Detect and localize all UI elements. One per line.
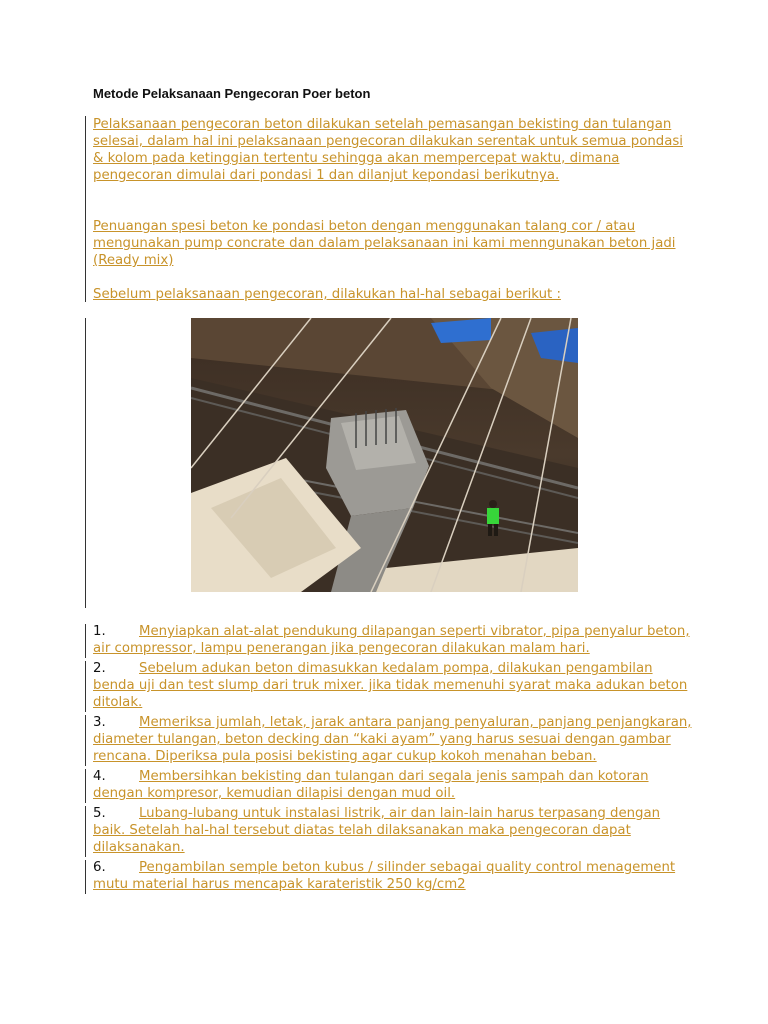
list-bar (85, 860, 86, 894)
list-item (93, 660, 693, 711)
list-bar (85, 806, 86, 857)
list-item (93, 805, 693, 856)
list-bar (85, 624, 86, 658)
step-number: 5. (93, 806, 106, 821)
step-text[interactable]: Lubang-lubang untuk instalasi listrik, air dan lain-lain harus terpasang dengan baik. Setelah hal-hal tersebut diatas telah dilaksanakan maka pengecoran dapat dilaksanakan. (93, 806, 661, 855)
margin-bar (85, 116, 86, 302)
step-text[interactable]: Membersihkan bekisting dan tulangan dari segala jenis sampah dan kotoran dengan kompresor, kemudian dilapisi dengan mud oil. (93, 769, 649, 801)
list-item (93, 859, 693, 893)
margin-bar (85, 318, 86, 608)
list-bar (85, 769, 86, 803)
step-number: 2. (93, 661, 106, 676)
paragraph-intro[interactable]: Pelaksanaan pengecoran beton dilakukan setelah pemasangan bekisting dan tulangan selesai, dalam hal ini pelaksanaan pengecoran dilakukan serentak untuk semua pondasi & kolom pada ketinggian tertentu sehingga akan mempercepat waktu, dimana pengecoran dimulai dari pondasi 1 dan dilanjut kepondasi berikutnya. (93, 117, 684, 183)
construction-site-photo-icon (191, 318, 578, 592)
step-number: 6. (93, 860, 106, 875)
list-item (93, 714, 693, 765)
document-title: Metode Pelaksanaan Pengecoran Poer beton (93, 86, 371, 101)
step-number: 4. (93, 769, 106, 784)
construction-photo (191, 318, 578, 592)
step-text[interactable]: Pengambilan semple beton kubus / silinder sebagai quality control menagement mutu material harus mencapak karateristik 250 kg/cm2 (93, 860, 676, 892)
steps-list (93, 623, 693, 896)
step-number: 3. (93, 715, 106, 730)
list-bar (85, 715, 86, 766)
step-text[interactable]: Sebelum adukan beton dimasukkan kedalam pompa, dilakukan pengambilan benda uji dan test slump dari truk mixer. jika tidak memenuhi syarat maka adukan beton ditolak. (93, 661, 688, 710)
paragraph-pouring[interactable]: Penuangan spesi beton ke pondasi beton dengan menggunakan talang cor / atau mengunakan pump concrate dan dalam pelaksanaan ini kami menngunakan beton jadi (Ready mix) (93, 219, 676, 268)
step-text[interactable]: Menyiapkan alat-alat pendukung dilapangan seperti vibrator, pipa penyalur beton, air compressor, lampu penerangan jika pengecoran dilakukan malam hari. (93, 624, 690, 656)
list-item (93, 768, 693, 802)
list-item (93, 623, 693, 657)
step-text[interactable]: Memeriksa jumlah, letak, jarak antara panjang penyaluran, panjang penjangkaran, diameter tulangan, beton decking dan “kaki ayam” yang harus sesuai dengan gambar rencana. Diperiksa pula posisi bekisting agar cukup kokoh menahan beban. (93, 715, 692, 764)
list-bar (85, 661, 86, 712)
step-number: 1. (93, 624, 106, 639)
paragraph-before[interactable]: Sebelum pelaksanaan pengecoran, dilakukan hal-hal sebagai berikut : (93, 287, 561, 302)
